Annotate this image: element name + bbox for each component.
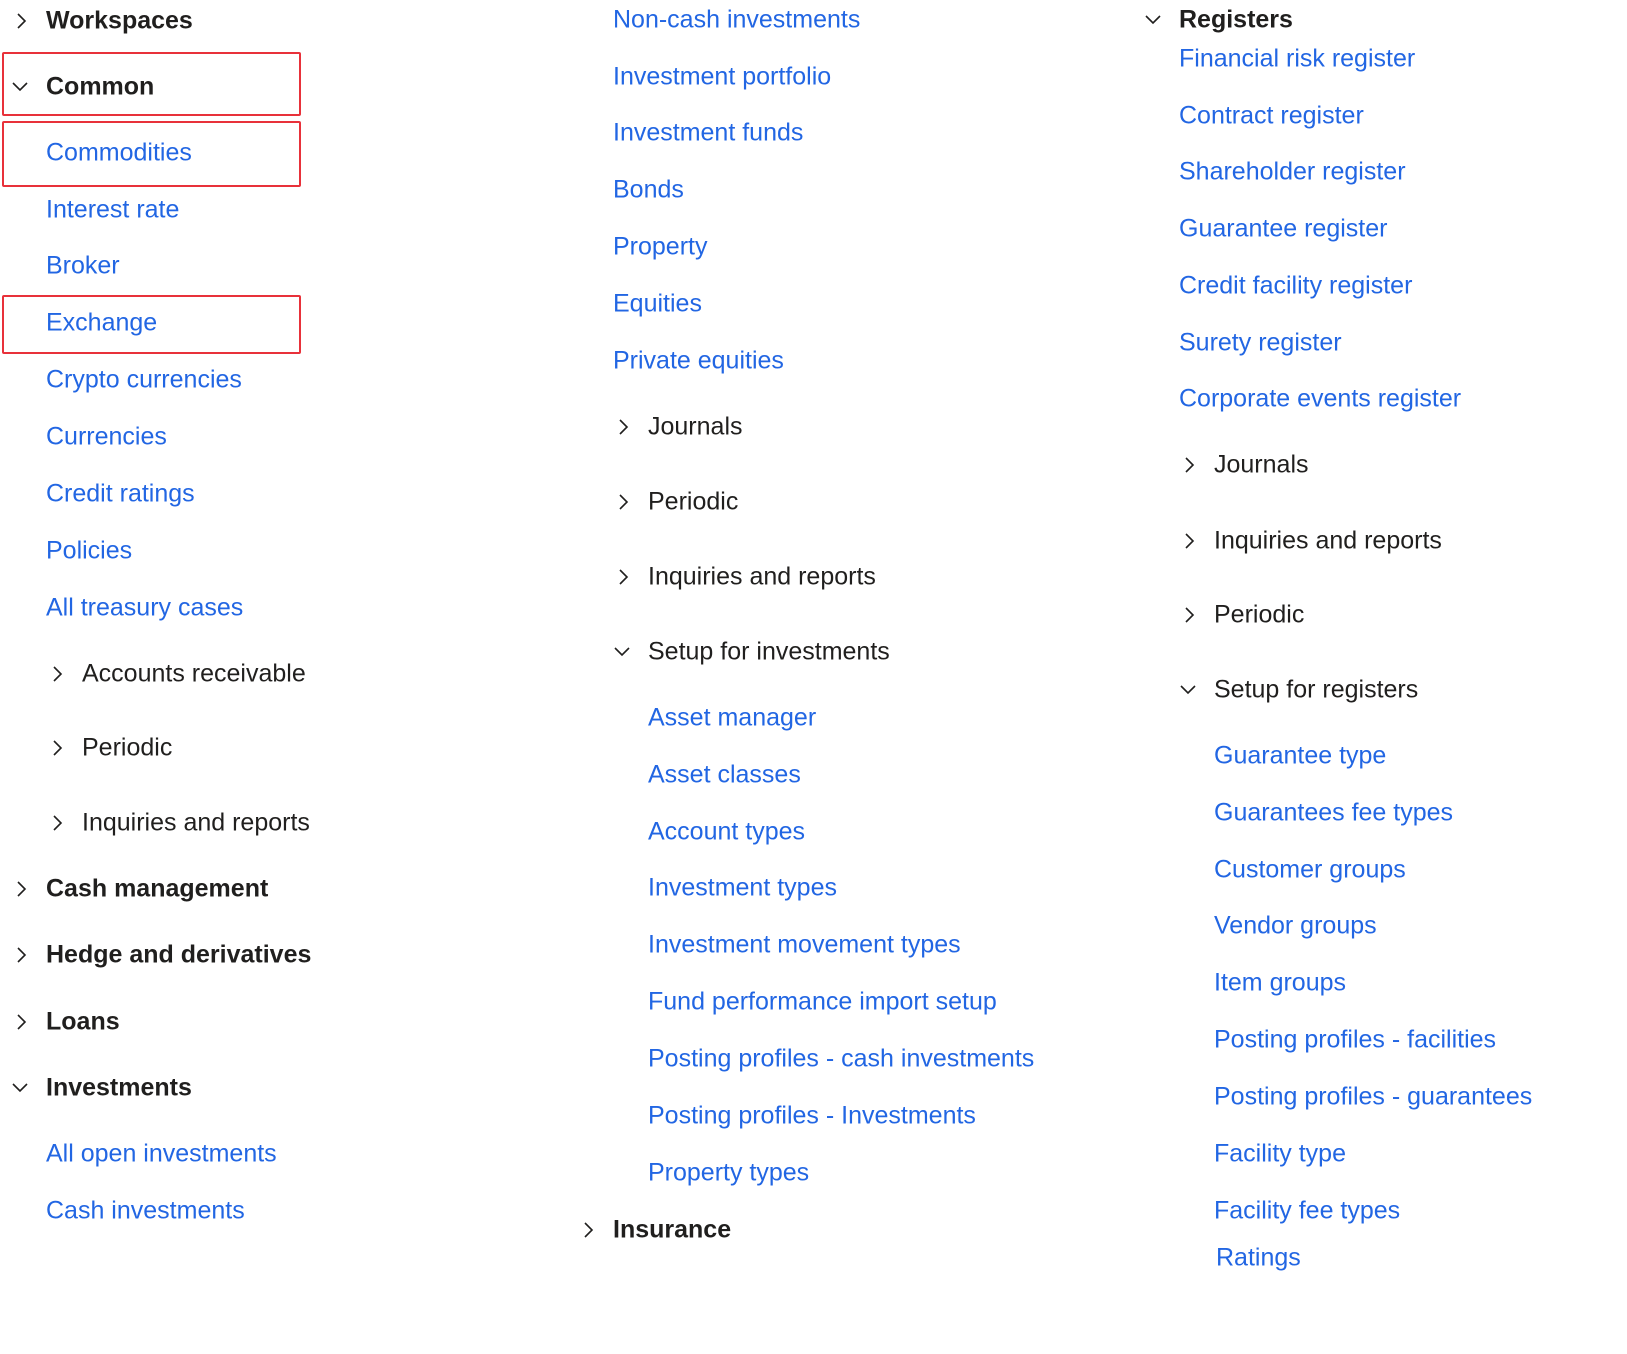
nav-link-facility-fee-types[interactable]: Facility fee types <box>1214 1196 1401 1225</box>
nav-group-journals[interactable]: Journals <box>648 412 743 441</box>
nav-group-investments[interactable]: Investments <box>46 1073 192 1102</box>
chevron-right-icon[interactable] <box>12 1013 30 1031</box>
nav-link-property-types[interactable]: Property types <box>648 1158 810 1187</box>
nav-link-financial-risk-register[interactable]: Financial risk register <box>1179 44 1416 73</box>
chevron-right-icon[interactable] <box>1180 606 1198 624</box>
chevron-right-icon[interactable] <box>614 568 632 586</box>
nav-link-bonds[interactable]: Bonds <box>613 175 684 204</box>
nav-group-workspaces[interactable]: Workspaces <box>46 6 193 35</box>
nav-link-all-treasury-cases[interactable]: All treasury cases <box>46 593 244 622</box>
nav-link-interest-rate[interactable]: Interest rate <box>46 195 180 224</box>
nav-link-shareholder-register[interactable]: Shareholder register <box>1179 157 1406 186</box>
nav-link-investment-movement-types[interactable]: Investment movement types <box>648 930 961 959</box>
nav-link-item-groups[interactable]: Item groups <box>1214 968 1347 997</box>
nav-link-facility-type[interactable]: Facility type <box>1214 1139 1346 1168</box>
chevron-right-icon[interactable] <box>48 814 66 832</box>
nav-group-inquiries-and-reports[interactable]: Inquiries and reports <box>648 562 876 591</box>
nav-link-currencies[interactable]: Currencies <box>46 422 167 451</box>
nav-link-asset-manager[interactable]: Asset manager <box>648 703 817 732</box>
chevron-right-icon[interactable] <box>614 493 632 511</box>
highlight-box-commodities <box>2 121 301 187</box>
nav-group-inquiries-and-reports[interactable]: Inquiries and reports <box>82 808 310 837</box>
chevron-down-icon[interactable] <box>1179 681 1197 699</box>
nav-group-setup-for-registers[interactable]: Setup for registers <box>1214 675 1419 704</box>
nav-link-vendor-groups[interactable]: Vendor groups <box>1214 911 1377 940</box>
nav-group-journals[interactable]: Journals <box>1214 450 1309 479</box>
nav-group-registers[interactable]: Registers <box>1179 5 1293 34</box>
chevron-right-icon[interactable] <box>1180 532 1198 550</box>
nav-link-policies[interactable]: Policies <box>46 536 133 565</box>
nav-link-broker[interactable]: Broker <box>46 251 120 280</box>
chevron-right-icon[interactable] <box>1180 456 1198 474</box>
nav-link-credit-ratings[interactable]: Credit ratings <box>46 479 195 508</box>
nav-group-periodic[interactable]: Periodic <box>648 487 739 516</box>
nav-link-all-open-investments[interactable]: All open investments <box>46 1139 277 1168</box>
nav-group-periodic[interactable]: Periodic <box>1214 600 1305 629</box>
chevron-right-icon[interactable] <box>12 12 30 30</box>
nav-group-common[interactable]: Common <box>46 72 155 101</box>
nav-group-accounts-receivable[interactable]: Accounts receivable <box>82 659 306 688</box>
chevron-right-icon[interactable] <box>48 739 66 757</box>
nav-link-guarantee-register[interactable]: Guarantee register <box>1179 214 1388 243</box>
nav-group-inquiries-and-reports[interactable]: Inquiries and reports <box>1214 526 1442 555</box>
nav-link-posting-profiles-guarantees[interactable]: Posting profiles - guarantees <box>1214 1082 1533 1111</box>
nav-link-asset-classes[interactable]: Asset classes <box>648 760 801 789</box>
nav-link-guarantees-fee-types[interactable]: Guarantees fee types <box>1214 798 1454 827</box>
nav-link-private-equities[interactable]: Private equities <box>613 346 784 375</box>
nav-link-cash-investments[interactable]: Cash investments <box>46 1196 245 1225</box>
nav-group-cash-management[interactable]: Cash management <box>46 874 269 903</box>
nav-link-guarantee-type[interactable]: Guarantee type <box>1214 741 1387 770</box>
nav-group-loans[interactable]: Loans <box>46 1007 120 1036</box>
nav-group-hedge-and-derivatives[interactable]: Hedge and derivatives <box>46 940 312 969</box>
nav-link-investment-types[interactable]: Investment types <box>648 873 837 902</box>
nav-link-non-cash-investments[interactable]: Non-cash investments <box>613 5 861 34</box>
nav-group-setup-for-investments[interactable]: Setup for investments <box>648 637 890 666</box>
nav-link-investment-portfolio[interactable]: Investment portfolio <box>613 62 832 91</box>
nav-link-credit-facility-register[interactable]: Credit facility register <box>1179 271 1413 300</box>
chevron-right-icon[interactable] <box>12 946 30 964</box>
chevron-down-icon[interactable] <box>11 1079 29 1097</box>
nav-link-account-types[interactable]: Account types <box>648 817 806 846</box>
nav-link-crypto-currencies[interactable]: Crypto currencies <box>46 365 242 394</box>
nav-link-surety-register[interactable]: Surety register <box>1179 328 1342 357</box>
chevron-right-icon[interactable] <box>579 1221 597 1239</box>
nav-group-insurance[interactable]: Insurance <box>613 1215 732 1244</box>
nav-link-investment-funds[interactable]: Investment funds <box>613 118 804 147</box>
highlight-box-common <box>2 52 301 116</box>
nav-link-property[interactable]: Property <box>613 232 708 261</box>
nav-group-periodic[interactable]: Periodic <box>82 733 173 762</box>
nav-link-commodities[interactable]: Commodities <box>46 138 192 167</box>
nav-link-fund-performance-import-setup[interactable]: Fund performance import setup <box>648 987 997 1016</box>
nav-link-posting-profiles-facilities[interactable]: Posting profiles - facilities <box>1214 1025 1497 1054</box>
nav-link-contract-register[interactable]: Contract register <box>1179 101 1364 130</box>
nav-link-posting-profiles-investments[interactable]: Posting profiles - Investments <box>648 1101 976 1130</box>
chevron-right-icon[interactable] <box>614 418 632 436</box>
chevron-down-icon[interactable] <box>613 643 631 661</box>
chevron-right-icon[interactable] <box>12 880 30 898</box>
chevron-down-icon[interactable] <box>1144 11 1162 29</box>
nav-link-equities[interactable]: Equities <box>613 289 702 318</box>
nav-link-corporate-events-register[interactable]: Corporate events register <box>1179 384 1462 413</box>
chevron-right-icon[interactable] <box>48 665 66 683</box>
nav-link-ratings[interactable]: Ratings <box>1216 1243 1301 1272</box>
highlight-box-exchange <box>2 295 301 354</box>
nav-link-customer-groups[interactable]: Customer groups <box>1214 855 1406 884</box>
nav-link-exchange[interactable]: Exchange <box>46 308 158 337</box>
nav-link-posting-profiles-cash-investments[interactable]: Posting profiles - cash investments <box>648 1044 1035 1073</box>
